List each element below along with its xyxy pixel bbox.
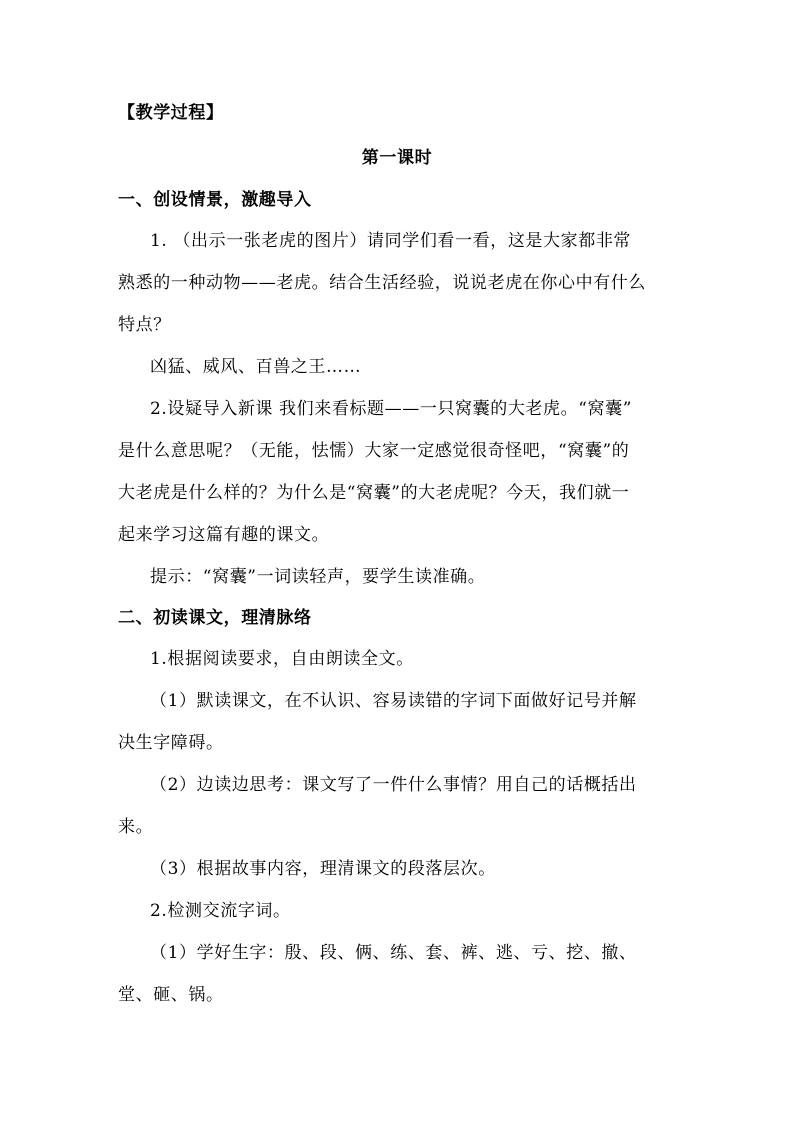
part2-sub1-line: 决生字障碍。 (118, 733, 224, 753)
part1-item2-line: 是什么意思呢？（无能，怯懦）大家一定感觉很奇怪吧，“窝囊”的 (118, 441, 630, 461)
part1-item1-line: 熟悉的一种动物——老虎。结合生活经验，说说老虎在你心中有什么 (118, 273, 646, 293)
part1-tip: 提示：“窝囊”一词读轻声，要学生读准确。 (150, 567, 486, 587)
part2-sub2-line: 来。 (118, 817, 154, 837)
part1-item2-line: 2.设疑导入新课 我们来看标题——一只窝囊的大老虎。“窝囊” (150, 399, 633, 419)
part1-item1-line: 特点？ (118, 315, 171, 335)
part2-sub1-line: （1）默读课文，在不认识、容易读错的字词下面做好记号并解 (150, 691, 637, 711)
part2-heading: 二、初读课文，理清脉络 (118, 608, 312, 628)
part2-item2: 2.检测交流字词。 (150, 901, 291, 921)
part1-heading: 一、创设情景，激趣导入 (118, 190, 312, 210)
part2-item1: 1.根据阅读要求，自由朗读全文。 (150, 649, 414, 669)
part1-answer: 凶猛、威风、百兽之王…… (150, 357, 362, 377)
part1-item2-line: 大老虎是什么样的？为什么是“窝囊”的大老虎呢？今天，我们就一 (118, 483, 630, 503)
part2-sub4-line: （1）学好生字：殷、段、俩、练、套、裤、逃、亏、挖、撤、 (150, 943, 637, 963)
part2-sub4-line: 堂、砸、锅。 (118, 985, 224, 1005)
section-header: 【教学过程】 (118, 103, 224, 123)
part1-item2-line: 起来学习这篇有趣的课文。 (118, 525, 330, 545)
part2-sub3: （3）根据故事内容，理清课文的段落层次。 (150, 859, 496, 879)
part2-sub2-line: （2）边读边思考：课文写了一件什么事情？用自己的话概括出 (150, 775, 637, 795)
part1-item1-line: 1. （出示一张老虎的图片）请同学们看一看，这是大家都非常 (150, 231, 632, 251)
lesson-title: 第一课时 (361, 148, 433, 168)
